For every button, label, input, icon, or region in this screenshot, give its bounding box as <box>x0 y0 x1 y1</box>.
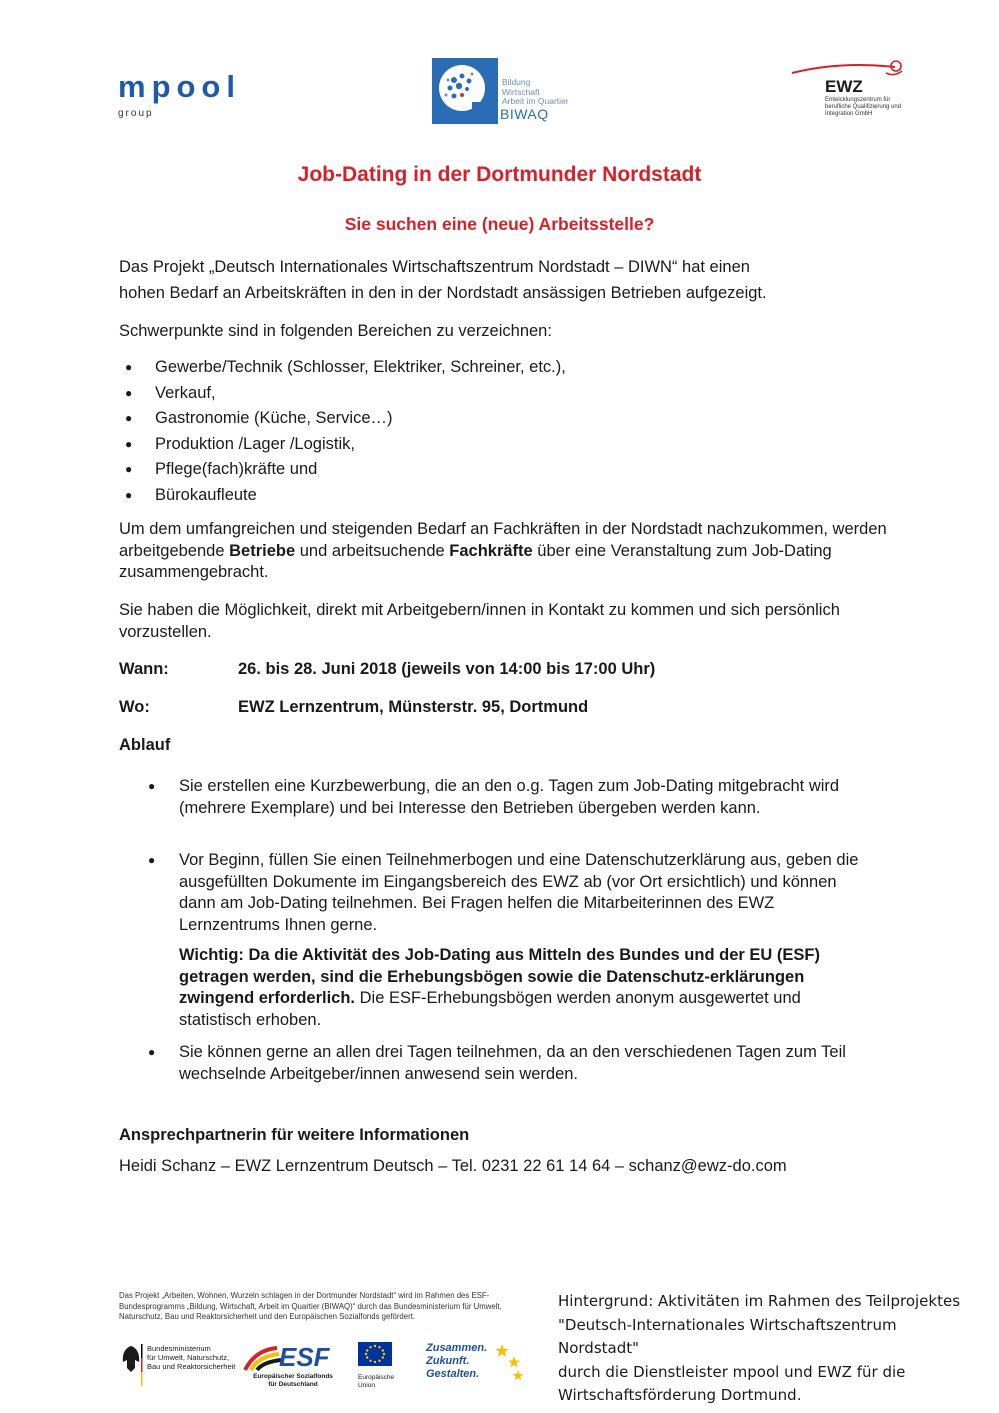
page-subtitle: Sie suchen eine (neue) Arbeitsstelle? <box>344 214 655 234</box>
eu-flag-icon <box>358 1342 392 1366</box>
process-heading: Ablauf <box>119 736 171 754</box>
important-note: Wichtig: Da die Aktivität des Job-Dating aus Mitteln des Bundes und der EU (ESF) getragen werden, sind die Erhebungsbögen sowie die Datenschutz-erklärungen zwingend erforderlich. Die ESF-Erhebungsbögen werden anonym ausgewertet und statistisch erhoben. <box>179 946 820 1029</box>
biwaq-logo-name: BIWAQ <box>500 106 549 122</box>
focus-heading: Schwerpunkte sind in folgenden Bereichen zu verzeichnen: <box>119 322 552 340</box>
esf-logo-word: ESF <box>279 1342 330 1372</box>
contact-line: Heidi Schanz – EWZ Lernzentrum Deutsch – Tel. 0231 22 61 14 64 – schanz@ewz-do.com <box>119 1157 787 1175</box>
process-item: ● Vor Beginn, füllen Sie einen Teilnehmerbogen und eine Datenschutzerklärung aus, geben die ausgefüllten Dokumente im Eingangsbereich des EWZ ab (vor Ort ersichtlich) und können dann am Job-Dating teilnehmen. Bei Fragen helfen die Mitarbeiterinnen des EWZ Lernzentrums Ihnen gerne. <box>148 851 859 934</box>
mpool-logo <box>118 70 241 119</box>
esf-logo <box>243 1342 343 1388</box>
eu-logo <box>358 1342 408 1388</box>
bmub-logo-text: Bundesministerium für Umwelt, Naturschutz, Bau und Reaktorsicherheit <box>147 1344 236 1371</box>
federal-eagle-icon <box>119 1342 143 1386</box>
process-item: ● Sie können gerne an allen drei Tagen teilnehmen, da an den verschiedenen Tagen zum Teil wechselnde Arbeitgeber/innen anwesend sein werden. <box>148 1043 846 1083</box>
biwaq-logo-lines: Bildung Wirtschaft Arbeit im Quartier <box>502 77 569 106</box>
slogan-text: Zusammen. Zukunft. Gestalten. <box>426 1342 488 1380</box>
where-label: Wo: <box>119 698 150 716</box>
esf-logo-sub: Europäischer Sozialfonds für Deutschland <box>253 1373 333 1388</box>
when-value: 26. bis 28. Juni 2018 (jeweils von 14:00 bis 17:00 Uhr) <box>238 660 656 678</box>
stars-icon <box>494 1342 524 1382</box>
contact-heading: Ansprechpartnerin für weitere Informationen <box>119 1126 470 1144</box>
slogan-logo <box>426 1342 526 1388</box>
where-value: EWZ Lernzentrum, Münsterstr. 95, Dortmund <box>238 698 589 716</box>
esf-swoosh-icon <box>243 1344 283 1372</box>
page-title: Job-Dating in der Dortmunder Nordstadt <box>297 163 702 186</box>
opportunity-paragraph: Sie haben die Möglichkeit, direkt mit Arbeitgebern/innen in Kontakt zu kommen und sich persönlich vorzustellen. <box>119 601 840 641</box>
biwaq-emblem-icon <box>432 58 498 124</box>
funding-text: Das Projekt „Arbeiten, Wohnen, Wurzeln schlagen in der Dortmunder Nordstadt“ wird im Rahmen des ESF-Bundesprogramms „Bildung, Wirtschaft, Arbeit im Quartier (BIWAQ)“ durch das Bundesministerium für Umwelt, Naturschutz, Bau und Reaktorsicherheit und den Europäischen Sozialfonds gefördert. <box>119 1291 502 1321</box>
eu-logo-sub: Europäische Union <box>358 1374 395 1389</box>
when-label: Wann: <box>119 660 169 678</box>
ewz-logo <box>790 57 910 127</box>
bmub-logo <box>119 1342 239 1386</box>
intro-paragraph: Das Projekt „Deutsch Internationales Wirtschaftszentrum Nordstadt – DIWN“ hat einen hohen Bedarf an Arbeitskräften in den in der Nordstadt ansässigen Betrieben aufgezeigt. <box>119 258 767 302</box>
background-note: Hintergrund: Aktivitäten im Rahmen des Teilprojektes "Deutsch-Internationales Wirtschaftszentrum Nordstadt" durch die Dienstleister mpool und EWZ für die Wirtschaftsförderung Dortmund. <box>558 1292 961 1404</box>
mpool-logo-sub: group <box>118 108 154 119</box>
ewz-logo-sub: Entwicklungszentrum für berufliche Qualifizierung und Integration GmbH <box>825 97 902 117</box>
process-item: ● Sie erstellen eine Kurzbewerbung, die an den o.g. Tagen zum Job-Dating mitgebracht wird (mehrere Exemplare) und bei Interesse den Betrieben übergeben werden kann. <box>148 777 840 817</box>
biwaq-logo <box>432 58 572 124</box>
ewz-logo-word: EWZ <box>825 77 863 96</box>
mpool-logo-word: mpool <box>118 69 241 104</box>
demand-paragraph: Um dem umfangreichen und steigenden Bedarf an Fachkräften in der Nordstadt nachzukommen, werden arbeitgebende Betriebe und arbeitsuchende Fachkräfte über eine Veranstaltung zum Job-Dating zusammengebracht. <box>119 520 887 581</box>
